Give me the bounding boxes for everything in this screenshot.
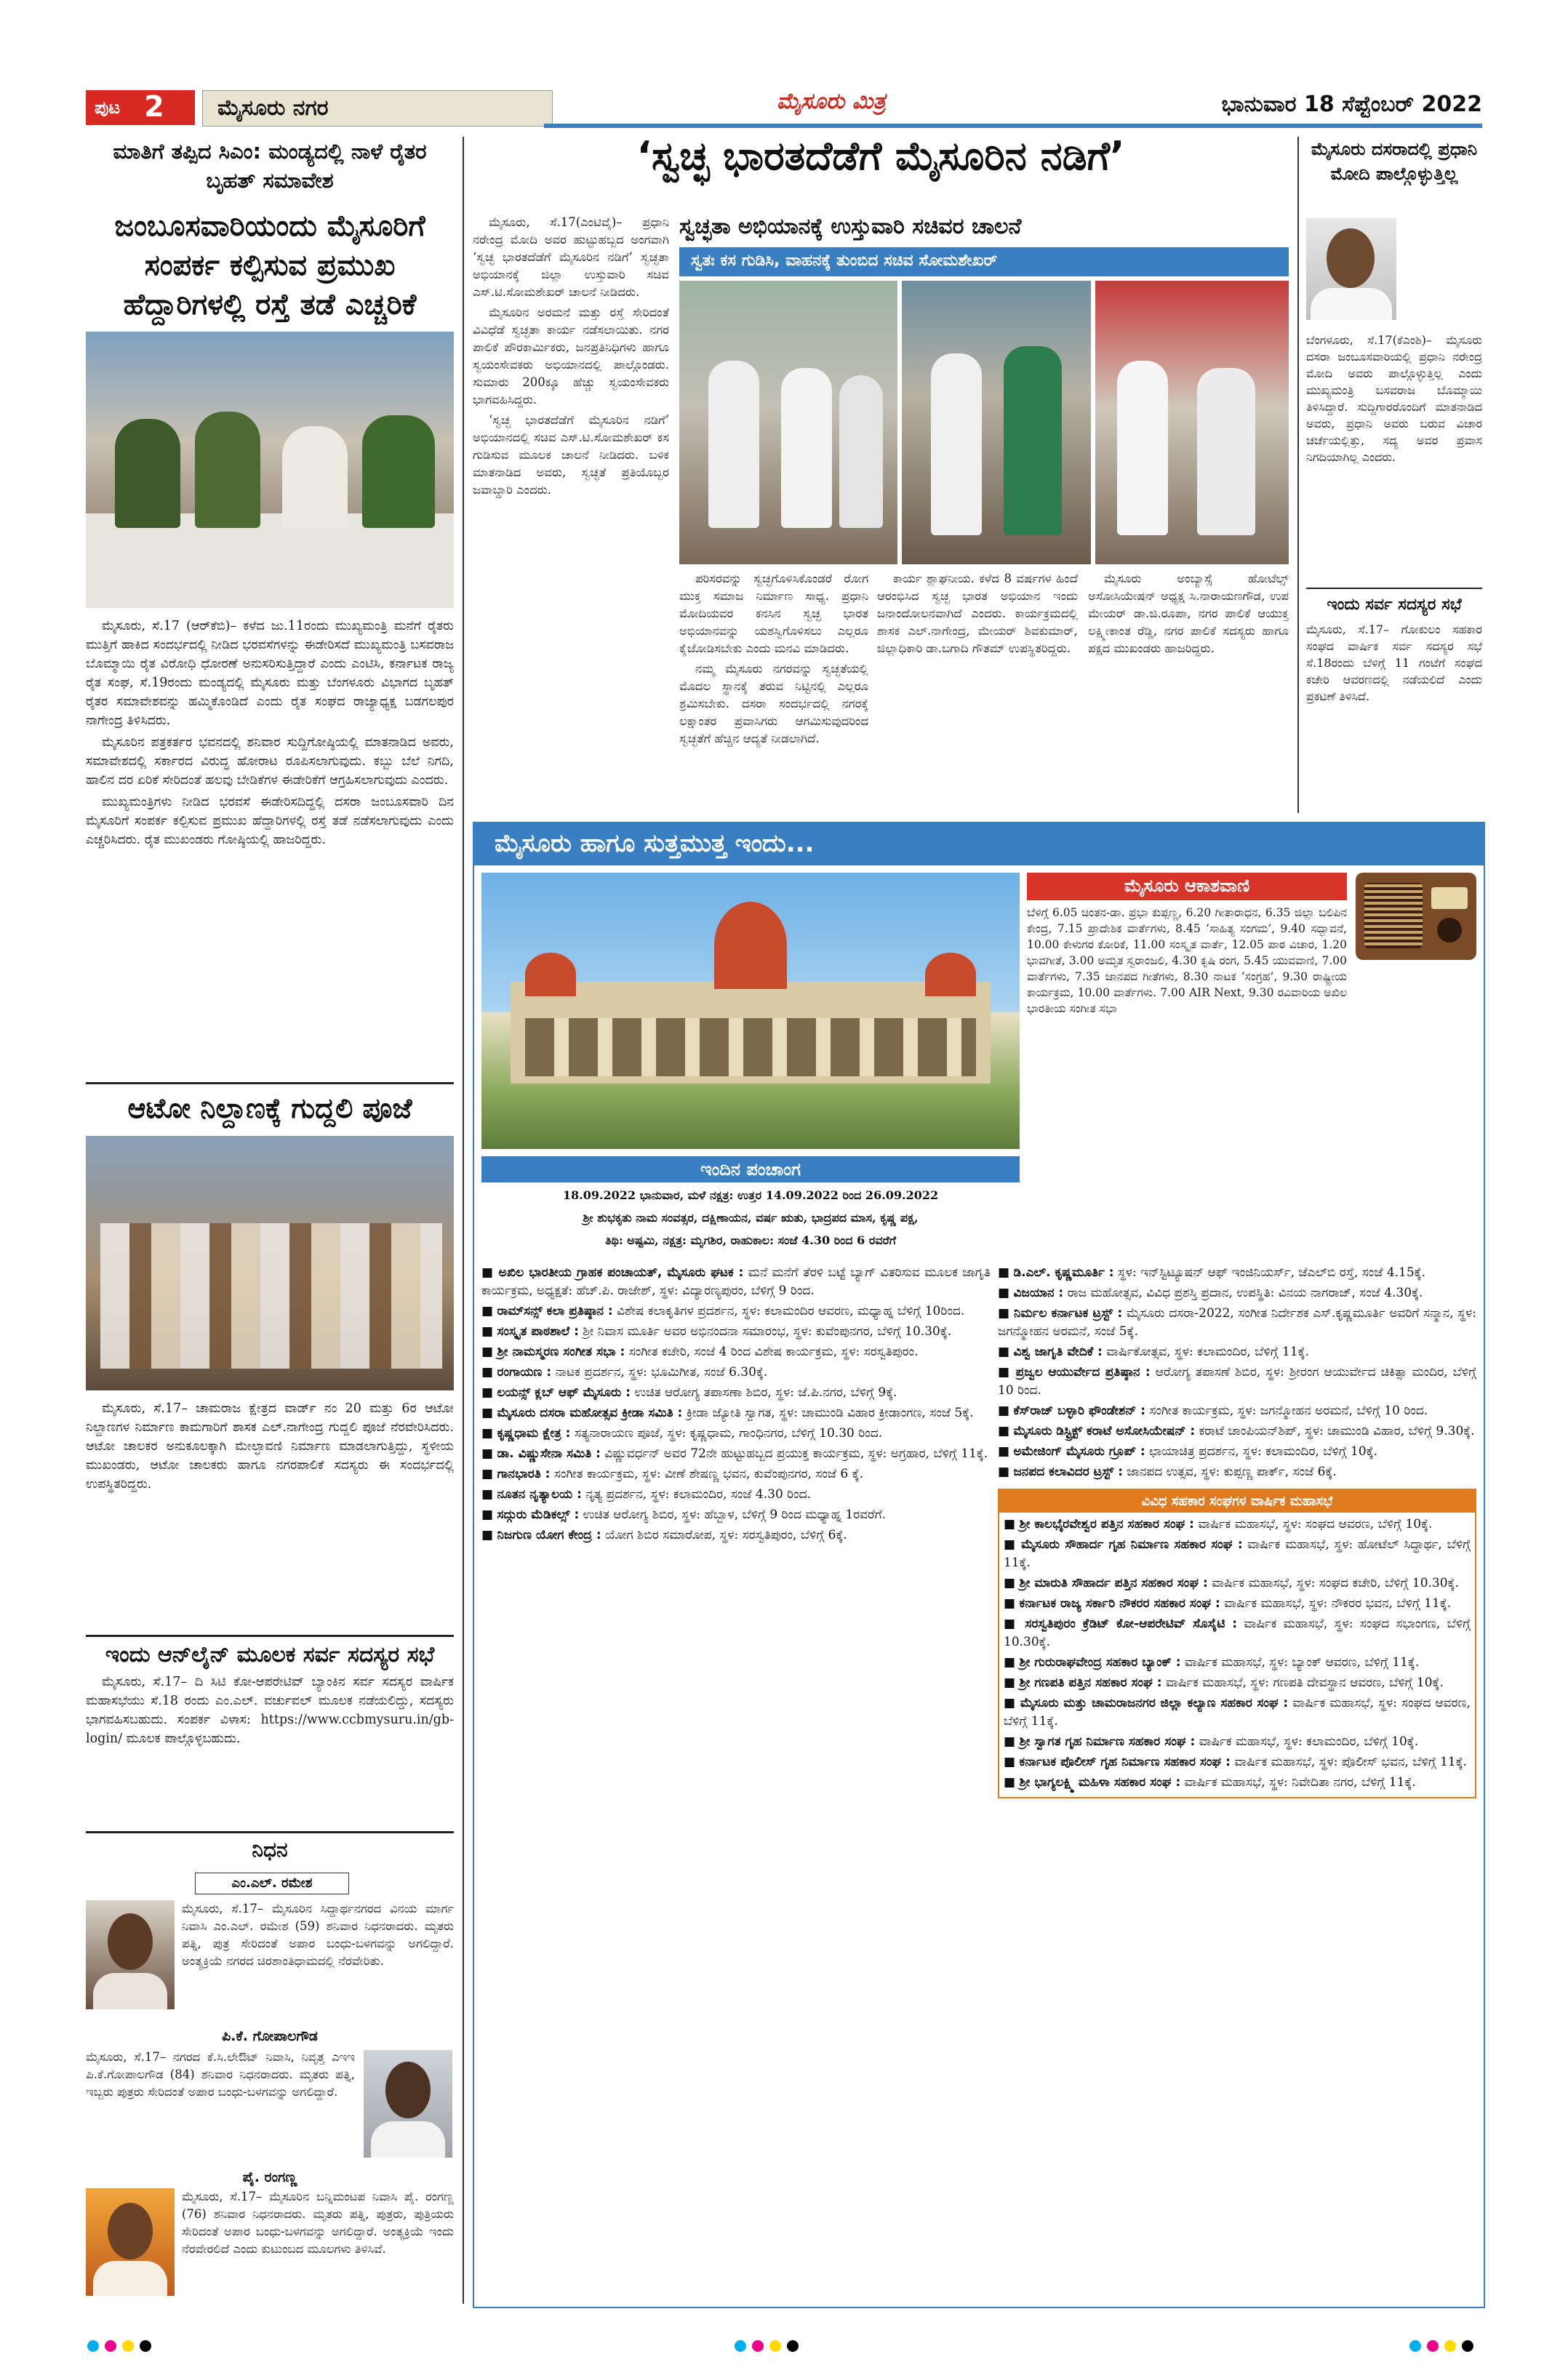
event-detail: ವಾರ್ಷಿಕ ಮಹಾಸಭೆ, ಸ್ಥಳ: ನಿವೇದಿತಾ ನಗರ, ಬೆಳಿಗ್ಗೆ 11ಕ್ಕೆ.: [1184, 1775, 1416, 1790]
event-item: ■ ಕರ್ನಾಟಕ ರಾಜ್ಯ ಸರ್ಕಾರಿ ನೌಕರರ ಸಹಕಾರ ಸಂಘ : ವಾರ್ಷಿಕ ಮಹಾಸಭೆ, ಸ್ಥಳ: ನೌಕರರ ಭವನ, ಬೆಳಿಗ್ಗೆ 11ಕ್ಕೆ.: [1004, 1596, 1452, 1611]
event-title: ನಿರ್ಮಲ ಕರ್ನಾಟಕ ಟ್ರಸ್ಟ್ :: [1014, 1306, 1123, 1321]
online-body: [86, 1673, 454, 1751]
auto-headline: ಆಟೋ ನಿಲ್ದಾಣಕ್ಕೆ ಗುದ್ದಲಿ ಪೂಜೆ: [127, 1092, 412, 1124]
photo-person: [115, 419, 180, 528]
event-item: ■ ಗಾನಭಾರತಿ : ಸಂಗೀತ ಕಾರ್ಯಕ್ರಮ, ಸ್ಥಳ: ವೀಣೆ ಶೇಷಣ್ಣ ಭವನ, ಕುವೆಂಪುನಗರ, ಸಂಜೆ 6 ಕ್ಕೆ.: [481, 1467, 863, 1481]
event-item: ■ ಕೃಷ್ಣಧಾಮ ಕ್ಷೇತ್ರ : ಸತ್ಯನಾರಾಯಣ ಪೂಜೆ, ಸ್ಥಳ: ಕೃಷ್ಣಧಾಮ, ಗಾಂಧಿನಗರ, ಬೆಳಿಗ್ಗೆ 10.30 ರಿಂದ.: [481, 1426, 883, 1441]
face-shape: [385, 2062, 431, 2118]
radio-title: ಮೈಸೂರು ಆಕಾಶವಾಣಿ: [1124, 876, 1250, 896]
event-detail: ವಿಶೇಷ ಕಲಾಕೃತಿಗಳ ಪ್ರದರ್ಶನ, ಸ್ಥಳ: ಕಲಾಮಂದಿರ ಆವರಣ, ಮಧ್ಯಾಹ್ನ ಬೆಳಿಗ್ಗೆ 10ರಿಂದ.: [617, 1304, 965, 1318]
jamboo-para-2: ಮೈಸೂರಿನ ಪತ್ರಕರ್ತರ ಭವನದಲ್ಲಿ ಶನಿವಾರ ಸುದ್ದಿಗೋಷ್ಠಿಯಲ್ಲಿ ಮಾತನಾಡಿದ ಅವರು, ಸಮಾವೇಶದಲ್ಲಿ ಸರ್ಕಾರದ ವಿರುದ್ಧ ಹೋರಾಟ ರೂಪಿಸಲಾಗುವುದು. ಕಬ್ಬು ಬೆಲೆ ನಿಗದಿ, ಹಾಲಿನ ದರ ಏರಿಕೆ ಸೇರಿದಂತೆ ಹಲವು ಬೇಡಿಕೆಗಳ ಈಡೇರಿಕೆಗೆ ಆಗ್ರಹಿಸಲಾಗುವುದು ಎಂದರು.: [86, 735, 454, 788]
agm-title: ವಿವಿಧ ಸಹಕಾರ ಸಂಘಗಳ ವಾರ್ಷಿಕ ಮಹಾಸಭೆ: [999, 1490, 1475, 1513]
page-number: 2: [144, 90, 164, 124]
event-detail: ಸತ್ಯನಾರಾಯಣ ಪೂಜೆ, ಸ್ಥಳ: ಕೃಷ್ಣಧಾಮ, ಗಾಂಧಿನಗರ, ಬೆಳಿಗ್ಗೆ 10.30 ರಿಂದ.: [574, 1426, 883, 1441]
photo-figure: [1117, 361, 1168, 535]
radio-speaker: [1364, 883, 1423, 948]
event-title: ಸರಸ್ವತಿಪುರಂ ಕ್ರೆಡಿಟ್ ಕೋ-ಆಪರೇಟಿವ್ ಸೊಸೈಟಿ :: [1025, 1617, 1238, 1631]
event-item: ■ ಮೈಸೂರು ಸೌಹಾರ್ದ ಗೃಹ ನಿರ್ಮಾಣ ಸಹಕಾರ ಸಂಘ : ವಾರ್ಷಿಕ ಮಹಾಸಭೆ, ಸ್ಥಳ: ಹೋಟೆಲ್ ಸಿದ್ಧಾರ್ಥ, ಬೆಳಿಗ್ಗೆ 11ಕ್ಕೆ.: [1004, 1537, 1471, 1570]
cm-photo: [1306, 218, 1396, 320]
swachh-col3-para-1: ಕಾರ್ಯ ಶ್ಲಾಘನೀಯ. ಕಳೆದ 8 ವರ್ಷಗಳ ಹಿಂದೆ ಆರಂಭಿಸಿದ ಸ್ವಚ್ಛ ಭಾರತ ಅಭಿಯಾನ ಇಂದು ಜನಾಂದೋಲನವಾಗಿದೆ ಎಂದರು. ಕಾರ್ಯಕ್ರಮದಲ್ಲಿ ಶಾಸಕ ಎಲ್.ನಾಗೇಂದ್ರ, ಮೇಯರ್ ಶಿವಕುಮಾರ್, ಜಿಲ್ಲಾಧಿಕಾರಿ ಡಾ.ಬಗಾದಿ ಗೌತಮ್ ಉಪಸ್ಥಿತರಿದ್ದರು.: [877, 572, 1078, 655]
event-title: ಶ್ರೀ ಭಾಗ್ಯಲಕ್ಷ್ಮಿ ಮಹಿಳಾ ಸಹಕಾರ ಸಂಘ :: [1019, 1775, 1181, 1790]
photo-figure: [931, 353, 982, 535]
jamboo-para-1: ಮೈಸೂರು, ಸೆ.17 (ಆರ್‌ಕೆಬಿ)– ಕಳೆದ ಜು.11ರಂದು ಮುಖ್ಯಮಂತ್ರಿ ಮನೆಗೆ ರೈತರು ಮುತ್ತಿಗೆ ಹಾಕಿದ ಸಂದರ್ಭದಲ್ಲಿ ನೀಡಿದ ಭರವಸೆಗಳನ್ನು ಈಡೇರಿಸದೆ ಮುಖ್ಯಮಂತ್ರಿ ಬಸವರಾಜ ಬೊಮ್ಮಾಯಿ ರೈತ ವಿರೋಧಿ ಧೋರಣೆ ಅನುಸರಿಸುತ್ತಿದ್ದಾರೆ ಎಂದು ಎಂಟಿಸಿ, ಕರ್ನಾಟಕ ರಾಜ್ಯ ರೈತ ಸಂಘ, ಸೆ.19ರಂದು ಮಂಡ್ಯದಲ್ಲಿ ಮೈಸೂರು ಮತ್ತು ಬೆಂಗಳೂರು ವಿಭಾಗದ ಬೃಹತ್ ರೈತರ ಸಮಾವೇಶವನ್ನು ಹಮ್ಮಿಕೊಂಡಿದೆ ಎಂದು ರೈತ ಸಂಘದ ರಾಜ್ಯಾಧ್ಯಕ್ಷ ಬಡಗಲಪುರ ನಾಗೇಂದ್ರ ತಿಳಿಸಿದರು.: [86, 619, 454, 728]
right-column-divider: [1297, 137, 1299, 813]
event-title: ನೂತನ ನೃತ್ಯಾಲಯ :: [497, 1487, 582, 1502]
obit-photo-3: [86, 2188, 175, 2296]
events-b-list: [998, 1264, 1476, 1481]
event-item: ■ ನಿಜಗುಣ ಯೋಗ ಕೇಂದ್ರ : ಯೋಗ ಶಿಬಿರ ಸಮಾರೋಪ, ಸ್ಥಳ: ಸರಸ್ವತಿಪುರಂ, ಬೆಳಿಗ್ಗೆ 6ಕ್ಕೆ.: [481, 1528, 847, 1542]
cleanup-photo-3: [1095, 281, 1289, 564]
reg-dot-black: [1462, 2340, 1473, 2352]
obits-box: [86, 1831, 454, 2313]
obit-body-1: ಮೈಸೂರು, ಸೆ.17– ಮೈಸೂರಿನ ಸಿದ್ದಾರ್ಥನಗರದ ವಿನಯ ಮಾರ್ಗ ನಿವಾಸಿ ಎಂ.ಎಲ್. ರಮೇಶ (59) ಶನಿವಾರ ನಿಧನರಾದರು. ಮೃತರು ಪತ್ನಿ, ಪುತ್ರ ಸೇರಿದಂತೆ ಅಪಾರ ಬಂಧು-ಬಳಗವನ್ನು ಅಗಲಿದ್ದಾರೆ. ಅಂತ್ಯಕ್ರಿಯೆ ನಗರದ ಚಿರಶಾಂತಿಧಾಮದಲ್ಲಿ ನೆರವೇರಿತು.: [182, 1902, 454, 1968]
event-detail: ವಾರ್ಷಿಕ ಮಹಾಸಭೆ, ಸ್ಥಳ: ಗಣಪತಿ ದೇವಸ್ಥಾನ ಆವರಣ, ಬೆಳಿಗ್ಗೆ 10ಕ್ಕೆ.: [1165, 1676, 1444, 1690]
date-line: ಭಾನುವಾರ 18 ಸೆಪ್ಟೆಂಬರ್ 2022: [1221, 92, 1482, 117]
photo-person: [282, 426, 348, 528]
event-title: ಕೆಸ್‌ರಾಜ್ ಬಳ್ಳಾರಿ ಫೌಂಡೇಶನ್ :: [1013, 1404, 1146, 1418]
event-detail: ಸಂಗೀತ ಕಚೇರಿ, ಸಂಜೆ 4 ರಿಂದ ವಿಶೇಷ ಕಾರ್ಯಕ್ರಮ, ಸ್ಥಳ: ಸರಸ್ವತಿಪುರಂ.: [628, 1345, 919, 1359]
photo-figure: [708, 361, 759, 528]
obits-title: ನಿಧನ: [252, 1838, 288, 1862]
event-detail: ಯೋಗ ಶಿಬಿರ ಸಮಾರೋಪ, ಸ್ಥಳ: ಸರಸ್ವತಿಪುರಂ, ಬೆಳಿಗ್ಗೆ 6ಕ್ಕೆ.: [605, 1528, 847, 1542]
masthead: [86, 87, 1482, 128]
jamboo-para-3: ಮುಖ್ಯಮಂತ್ರಿಗಳು ನೀಡಿದ ಭರವಸೆ ಈಡೇರಿಸದಿದ್ದಲ್ಲಿ ದಸರಾ ಜಂಬೂಸವಾರಿ ದಿನ ಮೈಸೂರಿಗೆ ಸಂಪರ್ಕ ಕಲ್ಪಿಸುವ ಪ್ರಮುಖ ಹೆದ್ದಾರಿಗಳಲ್ಲಿ ರಸ್ತೆ ತಡೆ ನಡೆಸಲಾಗುವುದು ಎಂದು ಎಚ್ಚರಿಸಿದರು. ರೈತ ಮುಖಂಡರು ಗೋಷ್ಠಿಯಲ್ಲಿ ಹಾಜರಿದ್ದರು.: [86, 795, 454, 847]
event-detail: ಮನೆ ಮನೆಗೆ ತೆರಳಿ ಬಟ್ಟೆ ಬ್ಯಾಗ್ ವಿತರಿಸುವ ಮೂಲಕ ಜಾಗೃತಿ ಕಾರ್ಯಕ್ರಮ, ಅಧ್ಯಕ್ಷತೆ: ಹೆಚ್.ಪಿ. ರಾಜೇಶ್, ಸ್ಥಳ: ವಿದ್ಯಾರಣ್ಯಪುರಂ, ಬೆಳಿಗ್ಗೆ 9 ರಿಂದ.: [481, 1265, 991, 1298]
reg-dot-magenta: [105, 2340, 116, 2352]
event-item: ■ ನೂತನ ನೃತ್ಯಾಲಯ : ನೃತ್ಯ ಪ್ರದರ್ಶನ, ಸ್ಥಳ: ಕಲಾಮಂದಿರ, ಸಂಜೆ 4.30 ರಿಂದ.: [481, 1487, 812, 1502]
swachh-col-3: [877, 570, 1078, 660]
event-title: ಮೈಸೂರು ಸೌಹಾರ್ದ ಗೃಹ ನಿರ್ಮಾಣ ಸಹಕಾರ ಸಂಘ :: [1021, 1537, 1243, 1552]
swachh-caption-bar: [679, 247, 1289, 276]
event-item: ■ ಜನಪದ ಕಲಾವಿದರ ಟ್ರಸ್ಟ್ : ಜಾನಪದ ಉತ್ಸವ, ಸ್ಥಳ: ಕುಪ್ಪಣ್ಣ ಪಾರ್ಕ್, ಸಂಜೆ 6ಕ್ಕೆ.: [998, 1465, 1337, 1479]
event-item: ■ ಶ್ರೀ ಸ್ವಾಗತ ಗೃಹ ನಿರ್ಮಾಣ ಸಹಕಾರ ಸಂಘ : ವಾರ್ಷಿಕ ಮಹಾಸಭೆ, ಸ್ಥಳ: ಕಲಾಮಂದಿರ, ಬೆಳಿಗ್ಗೆ 10ಕ್ಕೆ.: [1004, 1734, 1419, 1749]
event-title: ಜನಪದ ಕಲಾವಿದರ ಟ್ರಸ್ಟ್ :: [1013, 1465, 1123, 1479]
panchanga-line-1: 18.09.2022 ಭಾನುವಾರ, ಮಳೆ ನಕ್ಷತ್ರ: ಉತ್ತರ 14.09.2022 ರಿಂದ 26.09.2022: [562, 1188, 939, 1202]
reg-dot-black: [140, 2340, 151, 2352]
event-detail: ವಾರ್ಷಿಕ ಮಹಾಸಭೆ, ಸ್ಥಳ: ಸಂಘದ ಆವರಣ, ಬೆಳಿಗ್ಗೆ 10ಕ್ಕೆ.: [1198, 1517, 1433, 1532]
swachh-story: [473, 131, 1289, 814]
paper-name: ಮೈಸೂರು ಮಿತ್ರ: [777, 89, 886, 114]
event-title: ರಂಗಾಯಣ :: [497, 1365, 552, 1380]
panchanga-line-3: ತಿಥಿ: ಅಷ್ಟಮಿ, ನಕ್ಷತ್ರ: ಮೃಗಶಿರ, ರಾಹುಕಾಲ: ಸಂಜೆ 4.30 ರಿಂದ 6 ರವರೆಗೆ: [605, 1233, 896, 1247]
jamboo-body: [86, 617, 454, 852]
modi-rule: [1306, 588, 1482, 589]
event-item: ■ ಮೈಸೂರು ದಸರಾ ಮಹೋತ್ಸವ ಕ್ರೀಡಾ ಸಮಿತಿ : ಕ್ರೀಡಾ ಜ್ಯೋತಿ ಸ್ವಾಗತ, ಸ್ಥಳ: ಚಾಮುಂಡಿ ವಿಹಾರ ಕ್ರೀಡಾಂಗಣ, ಸಂಜೆ 5ಕ್ಕೆ.: [481, 1406, 974, 1420]
event-title: ಶ್ರೀ ಗಣಪತಿ ಪತ್ತಿನ ಸಹಕಾರ ಸಂಘ :: [1019, 1676, 1162, 1690]
reg-dot-magenta: [1427, 2340, 1439, 2352]
event-detail: ನೃತ್ಯ ಪ್ರದರ್ಶನ, ಸ್ಥಳ: ಕಲಾಮಂದಿರ, ಸಂಜೆ 4.30 ರಿಂದ.: [585, 1487, 812, 1502]
swachh-col1-para-2: ಮೈಸೂರಿನ ಅರಮನೆ ಮತ್ತು ರಸ್ತೆ ಸೇರಿದಂತೆ ವಿವಿಧೆಡೆ ಸ್ವಚ್ಛತಾ ಕಾರ್ಯ ನಡೆಸಲಾಯಿತು. ನಗರ ಪಾಲಿಕೆ ಪೌರಕಾರ್ಮಿಕರು, ಜನಪ್ರತಿನಿಧಿಗಳು ಹಾಗೂ ಸ್ವಯಂಸೇವಕರು ಅಭಿಯಾನದಲ್ಲಿ ಪಾಲ್ಗೊಂಡರು. ಸುಮಾರು 200ಕ್ಕೂ ಹೆಚ್ಚು ಸ್ವಯಂಸೇವಕರು ಭಾಗವಹಿಸಿದ್ದರು.: [473, 305, 669, 407]
event-item: ■ ಕೆಸ್‌ರಾಜ್ ಬಳ್ಳಾರಿ ಫೌಂಡೇಶನ್ : ಸಂಗೀತ ಕಾರ್ಯಕ್ರಮ, ಸ್ಥಳ: ಜಗನ್ಮೋಹನ ಅರಮನೆ, ಬೆಳಿಗ್ಗೆ 10 ರಿಂದ.: [998, 1404, 1428, 1418]
masthead-rule: [544, 124, 1482, 128]
event-detail: ಸ್ಥಳ: ಇನ್‌ಸ್ಟಿಟ್ಯೂಷನ್ ಆಫ್ ಇಂಜಿನಿಯರ್ಸ್, ಜೆಎಲ್‌ಬಿ ರಸ್ತೆ, ಸಂಜೆ 4.15ಕ್ಕೆ.: [1118, 1265, 1426, 1280]
online-para: ಮೈಸೂರು, ಸೆ.17– ದಿ ಸಿಟಿ ಕೋ-ಆಪರೇಟಿವ್ ಬ್ಯಾಂಕಿನ ಸರ್ವ ಸದಸ್ಯರ ವಾರ್ಷಿಕ ಮಹಾಸಭೆಯು ಸೆ.18 ರಂದು ಎಂ.ಎಲ್. ವರ್ಚುವಲ್ ಮೂಲಕ ನಡೆಯಲಿದ್ದು, ಸದಸ್ಯರು ಭಾಗವಹಿಸಬಹುದು. ಸಂಪರ್ಕ ವಿಳಾಸ: https://www.ccbmysuru.in/gb-login/ ಮೂಲಕ ಪಾಲ್ಗೊಳ್ಳಬಹುದು.: [86, 1675, 454, 1746]
event-detail: ವಾರ್ಷಿಕ ಮಹಾಸಭೆ, ಸ್ಥಳ: ಹೋಟೆಲ್ ಸಿದ್ಧಾರ್ಥ, ಬೆಳಿಗ್ಗೆ 11ಕ್ಕೆ.: [1004, 1537, 1471, 1570]
modi-body: ಬೆಂಗಳೂರು, ಸೆ.17(ಕೆಎಂಶಿ)– ಮೈಸೂರು ದಸರಾ ಜಂಬೂಸವಾರಿಯಲ್ಲಿ ಪ್ರಧಾನಿ ನರೇಂದ್ರ ಮೋದಿ ಅವರು ಪಾಲ್ಗೊಳ್ಳುತ್ತಿಲ್ಲ ಎಂದು ಮುಖ್ಯಮಂತ್ರಿ ಬಸವರಾಜ ಬೊಮ್ಮಾಯಿ ತಿಳಿಸಿದ್ದಾರೆ. ಸುದ್ದಿಗಾರರೊಂದಿಗೆ ಮಾತನಾಡಿದ ಅವರು, ಪ್ರಧಾನಿ ಅವರು ಬರುವ ವಿಚಾರ ಚರ್ಚೆಯಲ್ಲಿತ್ತು, ಸದ್ಯ ಅವರ ಪ್ರವಾಸ ನಿಗದಿಯಾಗಿಲ್ಲ ಎಂದರು.: [1306, 333, 1482, 464]
event-detail: ಮೈಸೂರು ದಸರಾ-2022, ಸಂಗೀತ ನಿರ್ದೇಶಕ ಎಸ್.ಕೃಷ್ಣಮೂರ್ತಿ ಅವರಿಗೆ ಸನ್ಮಾನ, ಸ್ಥಳ: ಜಗನ್ಮೋಹನ ಅರಮನೆ, ಸಂಜೆ 5ಕ್ಕೆ.: [998, 1306, 1477, 1339]
event-detail: ಆರೋಗ್ಯ ತಪಾಸಣೆ ಶಿಬಿರ, ಸ್ಥಳ: ಶ್ರೀರಂಗ ಆಯುರ್ವೇದ ಚಿಕಿತ್ಸಾ ಮಂದಿರ, ಬೆಳಿಗ್ಗೆ 10 ರಿಂದ.: [998, 1365, 1477, 1398]
event-item: ■ ಲಯನ್ಸ್ ಕ್ಲಬ್ ಆಫ್ ಮೈಸೂರು : ಉಚಿತ ಆರೋಗ್ಯ ತಪಾಸಣಾ ಶಿಬಿರ, ಸ್ಥಳ: ಜೆ.ಪಿ.ನಗರ, ಬೆಳಿಗ್ಗೆ 9ಕ್ಕೆ.: [481, 1385, 897, 1400]
swachh-col-4: [1088, 570, 1289, 660]
obit-body-3: ಮೈಸೂರು, ಸೆ.17– ಮೈಸೂರಿನ ಬನ್ನಿಮಂಟಪ ನಿವಾಸಿ ಪೈ. ರಂಗಣ್ಣ (76) ಶನಿವಾರ ನಿಧನರಾದರು. ಮೃತರು ಪತ್ನಿ, ಪುತ್ರರು, ಪುತ್ರಿಯರು ಸೇರಿದಂತೆ ಅಪಾರ ಬಂಧು-ಬಳಗವನ್ನು ಅಗಲಿದ್ದಾರೆ. ಅಂತ್ಯಕ್ರಿಯೆ ಇಂದು ನೆರವೇರಲಿದೆ ಎಂದು ಕುಟುಂಬದ ಮೂಲಗಳು ತಿಳಿಸಿವೆ.: [182, 2190, 454, 2256]
event-item: ■ ಡಾ. ವಿಷ್ಣುಸೇನಾ ಸಮಿತಿ : ವಿಷ್ಣುವರ್ಧನ್ ಅವರ 72ನೇ ಹುಟ್ಟುಹಬ್ಬದ ಪ್ರಯುಕ್ತ ಕಾರ್ಯಕ್ರಮ, ಸ್ಥಳ: ಅಗ್ರಹಾರ, ಬೆಳಿಗ್ಗೆ 11ಕ್ಕೆ.: [481, 1446, 988, 1461]
events-col-a: [481, 1264, 991, 1547]
section-label: ಮೈಸೂರು ನಗರ: [202, 90, 553, 127]
event-item: ■ ಶ್ರೀ ಭಾಗ್ಯಲಕ್ಷ್ಮಿ ಮಹಿಳಾ ಸಹಕಾರ ಸಂಘ : ವಾರ್ಷಿಕ ಮಹಾಸಭೆ, ಸ್ಥಳ: ನಿವೇದಿತಾ ನಗರ, ಬೆಳಿಗ್ಗೆ 11ಕ್ಕೆ.: [1004, 1775, 1416, 1790]
auto-pooja-photo: [86, 1136, 454, 1390]
events-a-list: [481, 1264, 991, 1545]
swachh-col1-para-3: ‘ಸ್ವಚ್ಛ ಭಾರತದೆಡೆಗೆ ಮೈಸೂರಿನ ನಡಿಗೆ’ ಅಭಿಯಾನದಲ್ಲಿ ಸಚಿವ ಎಸ್.ಟಿ.ಸೋಮಶೇಖರ್ ಕಸ ಗುಡಿಸುವ ಮೂಲಕ ಚಾಲನೆ ನೀಡಿದರು. ಬಳಿಕ ಮಾತನಾಡಿದ ಅವರು, ಸ್ವಚ್ಛತೆ ಪ್ರತಿಯೊಬ್ಬರ ಜವಾಬ್ದಾರಿ ಎಂದರು.: [473, 413, 669, 497]
event-title: ನಿಜಗುಣ ಯೋಗ ಕೇಂದ್ರ :: [497, 1528, 601, 1542]
event-detail: ವಾರ್ಷಿಕ ಮಹಾಸಭೆ, ಸ್ಥಳ: ಬ್ಯಾಂಕ್ ಆವರಣ, ಬೆಳಿಗ್ಗೆ 11ಕ್ಕೆ.: [1184, 1655, 1420, 1670]
swachh-caption: ಸ್ವತಃ ಕಸ ಗುಡಿಸಿ, ವಾಹನಕ್ಕೆ ತುಂಬಿದ ಸಚಿವ ಸೋಮಶೇಖರ್: [691, 252, 998, 270]
today-section: [473, 822, 1485, 2308]
online-headline: ಇಂದು ಆನ್‌ಲೈನ್ ಮೂಲಕ ಸರ್ವ ಸದಸ್ಯರ ಸಭೆ: [105, 1642, 435, 1668]
event-title: ಲಯನ್ಸ್ ಕ್ಲಬ್ ಆಫ್ ಮೈಸೂರು :: [497, 1385, 631, 1400]
panchanga-bar: [481, 1156, 1020, 1182]
radio-knob: [1437, 918, 1462, 942]
event-detail: ಉಚಿತ ಆರೋಗ್ಯ ತಪಾಸಣಾ ಶಿಬಿರ, ಸ್ಥಳ: ಜೆ.ಪಿ.ನಗರ, ಬೆಳಿಗ್ಗೆ 9ಕ್ಕೆ.: [634, 1385, 897, 1400]
event-item: ■ ಕರ್ನಾಟಕ ಪೊಲೀಸ್ ಗೃಹ ನಿರ್ಮಾಣ ಸಹಕಾರ ಸಂಘ : ವಾರ್ಷಿಕ ಮಹಾಸಭೆ, ಸ್ಥಳ: ಪೊಲೀಸ್ ಭವನ, ಬೆಳಿಗ್ಗೆ 11ಕ್ಕೆ.: [1004, 1755, 1468, 1769]
event-title: ಶ್ರೀ ಮಾರುತಿ ಸೌಹಾರ್ದ ಪತ್ತಿನ ಸಹಕಾರ ಸಂಘ :: [1019, 1576, 1208, 1590]
reg-dot-magenta: [752, 2340, 764, 2352]
event-title: ಶ್ರೀ ಕಾಲಭೈರವೇಶ್ವರ ಪತ್ತಿನ ಸಹಕಾರ ಸಂಘ :: [1019, 1517, 1194, 1532]
swachh-subhead: ಸ್ವಚ್ಛತಾ ಅಭಿಯಾನಕ್ಕೆ ಉಸ್ತುವಾರಿ ಸಚಿವರ ಚಾಲನೆ: [679, 214, 1022, 239]
shirt-shape: [1311, 288, 1392, 320]
event-title: ಶ್ರೀ ಸ್ವಾಗತ ಗೃಹ ನಿರ್ಮಾಣ ಸಹಕಾರ ಸಂಘ :: [1019, 1734, 1196, 1749]
photo-crowd: [100, 1223, 442, 1369]
event-item: ■ ಅಮೇಜಿಂಗ್ ಮೈಸೂರು ಗ್ರೂಪ್ : ಛಾಯಾಚಿತ್ರ ಪ್ರದರ್ಶನ, ಸ್ಥಳ: ಕಲಾಮಂದಿರ, ಬೆಳಿಗ್ಗೆ 10ಕ್ಕೆ.: [998, 1444, 1378, 1459]
event-detail: ಕರಾಟೆ ಚಾಂಪಿಯನ್‌ಶಿಪ್, ಸ್ಥಳ: ಚಾಮುಂಡಿ ವಿಹಾರ, ಬೆಳಿಗ್ಗೆ 9.30ಕ್ಕೆ.: [1199, 1424, 1475, 1438]
reg-dot-yellow: [769, 2340, 781, 2352]
swachh-col1-para-1: ಮೈಸೂರು, ಸೆ.17(ಎಂಟಿವೈ)– ಪ್ರಧಾನಿ ನರೇಂದ್ರ ಮೋದಿ ಅವರ ಹುಟ್ಟುಹಬ್ಬದ ಅಂಗವಾಗಿ ‘ಸ್ವಚ್ಛ ಭಾರತದೆಡೆಗೆ ಮೈಸೂರಿನ ನಡಿಗೆ’ ಸ್ವಚ್ಛತಾ ಅಭಿಯಾನಕ್ಕೆ ಜಿಲ್ಲಾ ಉಸ್ತುವಾರಿ ಸಚಿವ ಎಸ್.ಟಿ.ಸೋಮಶೇಖರ್ ಚಾಲನೆ ನೀಡಿದರು.: [473, 215, 669, 299]
radio-title-bar: [1027, 873, 1347, 900]
shirt-shape: [93, 1973, 167, 2009]
event-title: ಅಮೇಜಿಂಗ್ ಮೈಸೂರು ಗ್ರೂಪ್ :: [1013, 1444, 1145, 1459]
event-title: ಪ್ರಜ್ವಲ ಆಯುರ್ವೇದ ಪ್ರತಿಷ್ಠಾನ :: [1015, 1365, 1151, 1380]
event-detail: ಕ್ರೀಡಾ ಜ್ಯೋತಿ ಸ್ವಾಗತ, ಸ್ಥಳ: ಚಾಮುಂಡಿ ವಿಹಾರ ಕ್ರೀಡಾಂಗಣ, ಸಂಜೆ 5ಕ್ಕೆ.: [686, 1406, 974, 1420]
event-item: ■ ಅಖಿಲ ಭಾರತೀಯ ಗ್ರಾಹಕ ಪಂಚಾಯತ್, ಮೈಸೂರು ಘಟಕ : ಮನೆ ಮನೆಗೆ ತೆರಳಿ ಬಟ್ಟೆ ಬ್ಯಾಗ್ ವಿತರಿಸುವ ಮೂಲಕ ಜಾಗೃತಿ ಕಾರ್ಯಕ್ರಮ, ಅಧ್ಯಕ್ಷತೆ: ಹೆಚ್.ಪಿ. ರಾಜೇಶ್, ಸ್ಥಳ: ವಿದ್ಯಾರಣ್ಯಪುರಂ, ಬೆಳಿಗ್ಗೆ 9 ರಿಂದ.: [481, 1265, 991, 1298]
face-shape: [108, 2203, 153, 2259]
shirt-shape: [371, 2121, 445, 2158]
event-item: ■ ಮೈಸೂರು ಮತ್ತು ಚಾಮರಾಜನಗರ ಜಿಲ್ಲಾ ಕಲ್ಯಾಣ ಸಹಕಾರ ಸಂಘ : ವಾರ್ಷಿಕ ಮಹಾಸಭೆ, ಸ್ಥಳ: ಸಂಘದ ಆವರಣ, ಬೆಳಿಗ್ಗೆ 11ಕ್ಕೆ.: [1004, 1696, 1471, 1729]
event-title: ಮೈಸೂರು ಡಿಸ್ಟ್ರಿಕ್ಟ್ ಕರಾಟೆ ಅಸೋಸಿಯೇಷನ್ :: [1013, 1424, 1196, 1438]
agm-headline: ಇಂದು ಸರ್ವ ಸದಸ್ಯರ ಸಭೆ: [1327, 596, 1462, 614]
obit-photo-2: [364, 2050, 452, 2158]
panchanga-box: [481, 1184, 1020, 1255]
photo-person: [362, 415, 435, 528]
event-item: ■ ಶ್ರೀ ನಾಮಸ್ಮರಣ ಸಂಗೀತ ಸಭಾ : ಸಂಗೀತ ಕಚೇರಿ, ಸಂಜೆ 4 ರಿಂದ ವಿಶೇಷ ಕಾರ್ಯಕ್ರಮ, ಸ್ಥಳ: ಸರಸ್ವತಿಪುರಂ.: [481, 1345, 919, 1359]
radio-box: [1027, 873, 1476, 1251]
reg-dot-cyan: [87, 2340, 99, 2352]
obit-photo-1: [86, 1900, 175, 2009]
event-title: ವಿಜಯಾನ :: [1013, 1286, 1064, 1300]
photo-figure: [839, 375, 883, 528]
photo-figure: [1197, 368, 1255, 535]
reg-dot-cyan: [1409, 2340, 1421, 2352]
swachh-col2-para-2: ನಮ್ಮ ಮೈಸೂರು ನಗರವನ್ನು ಸ್ವಚ್ಛತೆಯಲ್ಲಿ ಮೊದಲ ಸ್ಥಾನಕ್ಕೆ ತರುವ ನಿಟ್ಟಿನಲ್ಲಿ ಎಲ್ಲರೂ ಶ್ರಮಿಸಬೇಕು. ದಸರಾ ಸಂದರ್ಭದಲ್ಲಿ ನಗರಕ್ಕೆ ಲಕ್ಷಾಂತರ ಪ್ರವಾಸಿಗರು ಆಗಮಿಸುವುದರಿಂದ ಸ್ವಚ್ಛತೆಗೆ ಹೆಚ್ಚಿನ ಆದ್ಯತೆ ನೀಡಲಾಗಿದೆ.: [679, 662, 868, 745]
cleanup-photo-1: [679, 281, 897, 564]
face-shape: [1327, 228, 1375, 288]
cleanup-photo-2: [902, 281, 1091, 564]
agm-list: [999, 1513, 1475, 1797]
event-detail: ಶ್ರೀ ನಿವಾಸ ಮೂರ್ತಿ ಅವರ ಅಭಿನಂದನಾ ಸಮಾರಂಭ, ಸ್ಥಳ: ಕುವೆಂಪುನಗರ, ಬೆಳಿಗ್ಗೆ 10.30ಕ್ಕೆ.: [583, 1324, 952, 1339]
obit-name-3: ಪೈ. ರಂಗಣ್ಣ: [242, 2169, 297, 2185]
event-item: ■ ಡಿ.ಎಲ್. ಕೃಷ್ಣಮೂರ್ತಿ : ಸ್ಥಳ: ಇನ್‌ಸ್ಟಿಟ್ಯೂಷನ್ ಆಫ್ ಇಂಜಿನಿಯರ್ಸ್, ಜೆಎಲ್‌ಬಿ ರಸ್ತೆ, ಸಂಜೆ 4.15ಕ್ಕೆ.: [998, 1265, 1426, 1280]
event-detail: ವಾರ್ಷಿಕ ಮಹಾಸಭೆ, ಸ್ಥಳ: ಸಂಘದ ಕಚೇರಿ, ಬೆಳಿಗ್ಗೆ 10.30ಕ್ಕೆ.: [1212, 1576, 1459, 1590]
event-title: ಮೈಸೂರು ಮತ್ತು ಚಾಮರಾಜನಗರ ಜಿಲ್ಲಾ ಕಲ್ಯಾಣ ಸಹಕಾರ ಸಂಘ :: [1020, 1696, 1289, 1710]
swachh-col2-para-1: ಪರಿಸರವನ್ನು ಸ್ವಚ್ಛಗೊಳಿಸಿಕೊಂಡರೆ ರೋಗ ಮುಕ್ತ ಸಮಾಜ ನಿರ್ಮಾಣ ಸಾಧ್ಯ. ಪ್ರಧಾನಿ ಮೋದಿಯವರ ಕನಸಿನ ಸ್ವಚ್ಛ ಭಾರತ ಅಭಿಯಾನವನ್ನು ಯಶಸ್ವಿಗೊಳಿಸಲು ಎಲ್ಲರೂ ಕೈಜೋಡಿಸಬೇಕು ಎಂದು ಮನವಿ ಮಾಡಿದರು.: [679, 572, 868, 655]
event-title: ಡಾ. ವಿಷ್ಣುಸೇನಾ ಸಮಿತಿ :: [497, 1446, 601, 1461]
reg-dot-yellow: [1444, 2340, 1456, 2352]
event-detail: ವಾರ್ಷಿಕೋತ್ಸವ, ಸ್ಥಳ: ಕಲಾಮಂದಿರ, ಬೆಳಿಗ್ಗೆ 11ಕ್ಕೆ.: [1106, 1345, 1310, 1359]
event-item: ■ ಶ್ರೀ ಗಣಪತಿ ಪತ್ತಿನ ಸಹಕಾರ ಸಂಘ : ವಾರ್ಷಿಕ ಮಹಾಸಭೆ, ಸ್ಥಳ: ಗಣಪತಿ ದೇವಸ್ಥಾನ ಆವರಣ, ಬೆಳಿಗ್ಗೆ 10ಕ್ಕೆ.: [1004, 1676, 1444, 1690]
page-label-box: [86, 90, 195, 125]
reg-dot-yellow: [122, 2340, 134, 2352]
event-detail: ವಾರ್ಷಿಕ ಮಹಾಸಭೆ, ಸ್ಥಳ: ಸಂಘದ ಆವರಣ, ಬೆಳಿಗ್ಗೆ 11ಕ್ಕೆ.: [1004, 1696, 1471, 1729]
panchanga-line-2: ಶ್ರೀ ಶುಭಕೃತು ನಾಮ ಸಂವತ್ಸರ, ದಕ್ಷಿಣಾಯನ, ವರ್ಷ ಋತು, ಭಾದ್ರಪದ ಮಾಸ, ಕೃಷ್ಣ ಪಕ್ಷ,: [583, 1211, 919, 1225]
event-title: ಗಾನಭಾರತಿ :: [497, 1467, 551, 1481]
event-item: ■ ಶ್ರೀ ಕಾಲಭೈರವೇಶ್ವರ ಪತ್ತಿನ ಸಹಕಾರ ಸಂಘ : ವಾರ್ಷಿಕ ಮಹಾಸಭೆ, ಸ್ಥಳ: ಸಂಘದ ಆವರಣ, ಬೆಳಿಗ್ಗೆ 10ಕ್ಕೆ.: [1004, 1517, 1433, 1532]
event-detail: ಛಾಯಾಚಿತ್ರ ಪ್ರದರ್ಶನ, ಸ್ಥಳ: ಕಲಾಮಂದಿರ, ಬೆಳಿಗ್ಗೆ 10ಕ್ಕೆ.: [1149, 1444, 1378, 1459]
event-title: ಸಂಸ್ಕೃತ ಪಾಠಶಾಲೆ :: [497, 1324, 579, 1339]
event-title: ಅಖಿಲ ಭಾರತೀಯ ಗ್ರಾಹಕ ಪಂಚಾಯತ್, ಮೈಸೂರು ಘಟಕ :: [498, 1265, 744, 1280]
palace-photo: [481, 873, 1020, 1149]
auto-body: [86, 1399, 454, 1497]
reg-dot-black: [787, 2340, 799, 2352]
modi-story: [1306, 137, 1482, 813]
event-item: ■ ವಿಜಯಾನ : ರಾಜ ಮಹೋತ್ಸವ, ವಿವಿಧ ಪ್ರಶಸ್ತಿ ಪ್ರದಾನ, ಉಪಸ್ಥಿತಿ: ವಿನಯ ನಾಗರಾಜ್, ಸಂಜೆ 4.30ಕ್ಕೆ.: [998, 1286, 1423, 1300]
palace-dome: [714, 902, 787, 989]
reg-dot-cyan: [735, 2340, 746, 2352]
left-column: [86, 137, 454, 2318]
headline-jamboo: ಜಂಬೂಸವಾರಿಯಂದು ಮೈಸೂರಿಗೆ ಸಂಪರ್ಕ ಕಲ್ಪಿಸುವ ಪ್ರಮುಖ ಹೆದ್ದಾರಿಗಳಲ್ಲಿ ರಸ್ತೆ ತಡೆ ಎಚ್ಚರಿಕೆ: [114, 209, 425, 321]
today-banner-text: ಮೈಸೂರು ಹಾಗೂ ಸುತ್ತಮುತ್ತ ಇಂದು...: [495, 829, 815, 858]
swachh-col4-para-1: ಮೈಸೂರು ಅಂಬ್ಯಾಸ್ಸೆ ಹೋಟೆಲ್ಸ್ ಅಸೋಸಿಯೇಷನ್ ಅಧ್ಯಕ್ಷ ಸಿ.ನಾರಾಯಣಗೌಡ, ಉಪ ಮೇಯರ್ ಡಾ.ಜಿ.ರೂಪಾ, ನಗರ ಪಾಲಿಕೆ ಆಯುಕ್ತ ಲಕ್ಷ್ಮೀಕಾಂತ ರೆಡ್ಡಿ, ನಗರ ಪಾಲಿಕೆ ಸದಸ್ಯರು ಹಾಗೂ ಪಕ್ಷದ ಮುಖಂಡರು ಹಾಜರಿದ್ದರು.: [1088, 572, 1289, 655]
event-detail: ವಾರ್ಷಿಕ ಮಹಾಸಭೆ, ಸ್ಥಳ: ನೌಕರರ ಭವನ, ಬೆಳಿಗ್ಗೆ 11ಕ್ಕೆ.: [1224, 1596, 1452, 1611]
event-item: ■ ಸರಸ್ವತಿಪುರಂ ಕ್ರೆಡಿಟ್ ಕೋ-ಆಪರೇಟಿವ್ ಸೊಸೈಟಿ : ವಾರ್ಷಿಕ ಮಹಾಸಭೆ, ಸ್ಥಳ: ಸಂಘದ ಸಭಾಂಗಣ, ಬೆಳಿಗ್ಗೆ 10.30ಕ್ಕೆ.: [1004, 1617, 1471, 1649]
swachh-col-2: [679, 570, 868, 750]
page-label: ಪುಟ: [95, 97, 121, 118]
swachh-headline: ‘ಸ್ವಚ್ಛ ಭಾರತದೆಡೆಗೆ ಮೈಸೂರಿನ ನಡಿಗೆ’: [636, 133, 1125, 179]
event-title: ಕರ್ನಾಟಕ ಪೊಲೀಸ್ ಗೃಹ ನಿರ್ಮಾಣ ಸಹಕಾರ ಸಂಘ :: [1019, 1755, 1231, 1769]
agm-body: ಮೈಸೂರು, ಸೆ.17– ಗೋಕುಲಂ ಸಹಕಾರ ಸಂಘದ ವಾರ್ಷಿಕ ಸರ್ವ ಸದಸ್ಯರ ಸಭೆ ಸೆ.18ರಂದು ಬೆಳಿಗ್ಗೆ 11 ಗಂಟೆಗೆ ಸಂಘದ ಕಚೇರಿ ಆವರಣದಲ್ಲಿ ನಡೆಯಲಿದೆ ಎಂದು ಪ್ರಕಟಣೆ ತಿಳಿಸಿದೆ.: [1306, 622, 1482, 703]
event-item: ■ ರಾಮ್‌ಸನ್ಸ್ ಕಲಾ ಪ್ರತಿಷ್ಠಾನ : ವಿಶೇಷ ಕಲಾಕೃತಿಗಳ ಪ್ರದರ್ಶನ, ಸ್ಥಳ: ಕಲಾಮಂದಿರ ಆವರಣ, ಮಧ್ಯಾಹ್ನ ಬೆಳಿಗ್ಗೆ 10ರಿಂದ.: [481, 1304, 965, 1318]
event-detail: ನಾಟಕ ಪ್ರದರ್ಶನ, ಸ್ಥಳ: ಭೂಮಿಗೀತ, ಸಂಜೆ 6.30ಕ್ಕೆ.: [555, 1365, 768, 1380]
event-detail: ವಾರ್ಷಿಕ ಮಹಾಸಭೆ, ಸ್ಥಳ: ಸಂಘದ ಸಭಾಂಗಣ, ಬೆಳಿಗ್ಗೆ 10.30ಕ್ಕೆ.: [1004, 1617, 1471, 1649]
event-title: ಡಿ.ಎಲ್. ಕೃಷ್ಣಮೂರ್ತಿ :: [1013, 1265, 1114, 1280]
farmers-press-photo: [86, 332, 454, 608]
event-detail: ರಾಜ ಮಹೋತ್ಸವ, ವಿವಿಧ ಪ್ರಶಸ್ತಿ ಪ್ರದಾನ, ಉಪಸ್ಥಿತಿ: ವಿನಯ ನಾಗರಾಜ್, ಸಂಜೆ 4.30ಕ್ಕೆ.: [1067, 1286, 1423, 1300]
panchanga-title: ಇಂದಿನ ಪಂಚಾಂಗ: [700, 1159, 801, 1180]
obit-name-box: ಎಂ.ಎಲ್. ರಮೇಶ: [195, 1873, 349, 1894]
palace-arches: [525, 1018, 976, 1076]
obit-name-2: ಪಿ.ಕೆ. ಗೋಪಾಲಗೌಡ: [222, 2028, 318, 2044]
online-rule: [86, 1635, 454, 1637]
radio-schedule: ಬೆಳಿಗ್ಗೆ 6.05 ಚಿಂತನ-ಡಾ. ಪ್ರಭಾ ಕುಪ್ಪಣ್ಣ, 6.20 ಗೀತಾರಾಧನ, 6.35 ಜಿಲ್ಲಾ ಬಲಿಪಿನ ಕೇಂದ್ರ, 7.15 ಪ್ರಾದೇಶಿಕ ವಾರ್ತೆಗಳು, 8.45 ‘ಸಾಹಿತ್ಯ ಸಂಗಮ’, 9.40 ಸದ್ಭಾವನೆ, 10.00 ಕೇಳುಗರ ಕೋರಿಕೆ, 11.00 ಸಂಸ್ಕೃತ ವಾರ್ತೆ, 12.05 ಪಾಠ ವಿಚಾರ, 1.20 ಭಾವಗೀತೆ, 3.00 ಅಮೃತ ಸ್ವರಾಂಜಲಿ, 4.30 ಕೃಷಿ ರಂಗ, 5.45 ಯುವವಾಣಿ, 7.00 ವಾರ್ತೆಗಳು, 7.35 ಜಾನಪದ ಗೀತೆಗಳು, 8.30 ನಾಟಕ ‘ಸಂಗ್ರಹ’, 9.30 ರಾಷ್ಟ್ರೀಯ ಕಾರ್ಯಕ್ರಮ, 10.00 ವಾರ್ತೆಗಳು. 7.00 AIR Next, 9.30 ರವಿವಾರಿಯ ಅಖಿಲ ಭಾರತೀಯ ಸಂಗೀತ ಸಭಾ: [1027, 906, 1347, 1015]
event-title: ಮೈಸೂರು ದಸರಾ ಮಹೋತ್ಸವ ಕ್ರೀಡಾ ಸಮಿತಿ :: [497, 1406, 683, 1420]
event-detail: ವಾರ್ಷಿಕ ಮಹಾಸಭೆ, ಸ್ಥಳ: ಪೊಲೀಸ್ ಭವನ, ಬೆಳಿಗ್ಗೆ 11ಕ್ಕೆ.: [1234, 1755, 1468, 1769]
photo-figure: [781, 368, 832, 528]
agm-box: [998, 1489, 1476, 1798]
modi-headline: ಮೈಸೂರು ದಸರಾದಲ್ಲಿ ಪ್ರಧಾನಿ ಮೋದಿ ಪಾಲ್ಗೊಳ್ಳುತ್ತಿಲ್ಲ: [1311, 139, 1478, 184]
palace-dome: [525, 953, 576, 996]
event-item: ■ ನಿರ್ಮಲ ಕರ್ನಾಟಕ ಟ್ರಸ್ಟ್ : ಮೈಸೂರು ದಸರಾ-2022, ಸಂಗೀತ ನಿರ್ದೇಶಕ ಎಸ್.ಕೃಷ್ಣಮೂರ್ತಿ ಅವರಿಗೆ ಸನ್ಮಾನ, ಸ್ಥಳ: ಜಗನ್ಮೋಹನ ಅರಮನೆ, ಸಂಜೆ 5ಕ್ಕೆ.: [998, 1306, 1477, 1339]
event-title: ಕೃಷ್ಣಧಾಮ ಕ್ಷೇತ್ರ :: [497, 1426, 571, 1441]
event-item: ■ ವಿಶ್ವ ಜಾಗೃತಿ ವೇದಿಕೆ : ವಾರ್ಷಿಕೋತ್ಸವ, ಸ್ಥಳ: ಕಲಾಮಂದಿರ, ಬೆಳಿಗ್ಗೆ 11ಕ್ಕೆ.: [998, 1345, 1310, 1359]
event-item: ■ ಸದ್ಗುರು ಮೆಡಿಕಲ್ಸ್ : ಉಚಿತ ಆರೋಗ್ಯ ಶಿಬಿರ, ಸ್ಥಳ: ಹೆಬ್ಬಾಳ, ಬೆಳಿಗ್ಗೆ 9 ರಿಂದ ಮಧ್ಯಾಹ್ನ 1ರವರೆಗೆ.: [481, 1508, 887, 1522]
auto-rule: [86, 1082, 454, 1084]
event-detail: ವಾರ್ಷಿಕ ಮಹಾಸಭೆ, ಸ್ಥಳ: ಕಲಾಮಂದಿರ, ಬೆಳಿಗ್ಗೆ 10ಕ್ಕೆ.: [1199, 1734, 1419, 1749]
column-divider: [463, 137, 464, 2304]
today-banner: [474, 823, 1484, 865]
event-item: ■ ಸಂಸ್ಕೃತ ಪಾಠಶಾಲೆ : ಶ್ರೀ ನಿವಾಸ ಮೂರ್ತಿ ಅವರ ಅಭಿನಂದನಾ ಸಮಾರಂಭ, ಸ್ಥಳ: ಕುವೆಂಪುನಗರ, ಬೆಳಿಗ್ಗೆ 10.30ಕ್ಕೆ.: [481, 1324, 952, 1339]
event-detail: ಸಂಗೀತ ಕಾರ್ಯಕ್ರಮ, ಸ್ಥಳ: ಜಗನ್ಮೋಹನ ಅರಮನೆ, ಬೆಳಿಗ್ಗೆ 10 ರಿಂದ.: [1149, 1404, 1428, 1418]
event-item: ■ ಮೈಸೂರು ಡಿಸ್ಟ್ರಿಕ್ಟ್ ಕರಾಟೆ ಅಸೋಸಿಯೇಷನ್ : ಕರಾಟೆ ಚಾಂಪಿಯನ್‌ಶಿಪ್, ಸ್ಥಳ: ಚಾಮುಂಡಿ ವಿಹಾರ, ಬೆಳಿಗ್ಗೆ 9.30ಕ್ಕೆ.: [998, 1424, 1475, 1438]
obit-body-2: ಮೈಸೂರು, ಸೆ.17– ನಗರದ ಕೆ.ಸಿ.ಲೇಔಟ್ ನಿವಾಸಿ, ನಿವೃತ್ತ ಎಇಇ ಪಿ.ಕೆ.ಗೋಪಾಲಗೌಡ (84) ಶನಿವಾರ ನಿಧನರಾದರು. ಮೃತರು ಪತ್ನಿ, ಇಬ್ಬರು ಪುತ್ರರು ಸೇರಿದಂತೆ ಅಪಾರ ಬಂಧು-ಬಳಗವನ್ನು ಅಗಲಿದ್ದಾರೆ.: [86, 2050, 355, 2099]
kicker: ಮಾತಿಗೆ ತಪ್ಪಿದ ಸಿಎಂ: ಮಂಡ್ಯದಲ್ಲಿ ನಾಳೆ ರೈತರ ಬೃಹತ್ ಸಮಾವೇಶ: [113, 139, 427, 193]
event-title: ಸದ್ಗುರು ಮೆಡಿಕಲ್ಸ್ :: [497, 1508, 580, 1522]
event-detail: ವಿಷ್ಣುವರ್ಧನ್ ಅವರ 72ನೇ ಹುಟ್ಟುಹಬ್ಬದ ಪ್ರಯುಕ್ತ ಕಾರ್ಯಕ್ರಮ, ಸ್ಥಳ: ಅಗ್ರಹಾರ, ಬೆಳಿಗ್ಗೆ 11ಕ್ಕೆ.: [604, 1446, 988, 1461]
event-title: ವಿಶ್ವ ಜಾಗೃತಿ ವೇದಿಕೆ :: [1013, 1345, 1103, 1359]
event-detail: ಸಂಗೀತ ಕಾರ್ಯಕ್ರಮ, ಸ್ಥಳ: ವೀಣೆ ಶೇಷಣ್ಣ ಭವನ, ಕುವೆಂಪುನಗರ, ಸಂಜೆ 6 ಕ್ಕೆ.: [553, 1467, 863, 1481]
photo-figure: [1004, 346, 1062, 535]
shirt-shape: [93, 2261, 167, 2296]
event-title: ಕರ್ನಾಟಕ ರಾಜ್ಯ ಸರ್ಕಾರಿ ನೌಕರರ ಸಹಕಾರ ಸಂಘ :: [1019, 1596, 1220, 1611]
events-col-b: [998, 1264, 1476, 1798]
event-item: ■ ಶ್ರೀ ಮಾರುತಿ ಸೌಹಾರ್ದ ಪತ್ತಿನ ಸಹಕಾರ ಸಂಘ : ವಾರ್ಷಿಕ ಮಹಾಸಭೆ, ಸ್ಥಳ: ಸಂಘದ ಕಚೇರಿ, ಬೆಳಿಗ್ಗೆ 10.30ಕ್ಕೆ.: [1004, 1576, 1459, 1590]
event-title: ಶ್ರೀ ನಾಮಸ್ಮರಣ ಸಂಗೀತ ಸಭಾ :: [497, 1345, 625, 1359]
palace-dome: [925, 953, 976, 996]
event-title: ಶ್ರೀ ಗುರುರಾಘವೇಂದ್ರ ಸಹಕಾರ ಬ್ಯಾಂಕ್ :: [1019, 1655, 1181, 1670]
event-item: ■ ಪ್ರಜ್ವಲ ಆಯುರ್ವೇದ ಪ್ರತಿಷ್ಠಾನ : ಆರೋಗ್ಯ ತಪಾಸಣೆ ಶಿಬಿರ, ಸ್ಥಳ: ಶ್ರೀರಂಗ ಆಯುರ್ವೇದ ಚಿಕಿತ್ಸಾ ಮಂದಿರ, ಬೆಳಿಗ್ಗೆ 10 ರಿಂದ.: [998, 1365, 1477, 1398]
auto-para: ಮೈಸೂರು, ಸೆ.17– ಚಾಮರಾಜ ಕ್ಷೇತ್ರದ ವಾರ್ಡ್ ನಂ 20 ಮತ್ತು 6ರ ಆಟೋ ನಿಲ್ದಾಣಗಳ ನಿರ್ಮಾಣ ಕಾಮಗಾರಿಗೆ ಶಾಸಕ ಎಲ್.ನಾಗೇಂದ್ರ ಗುದ್ದಲಿ ಪೂಜೆ ನೆರವೇರಿಸಿದರು. ಆಟೋ ಚಾಲಕರ ಅನುಕೂಲಕ್ಕಾಗಿ ಮೇಲ್ಛಾವಣಿ ನಿರ್ಮಾಣ ಮಾಡಲಾಗುತ್ತಿದ್ದು, ಸ್ಥಳೀಯ ಮುಖಂಡರು, ಆಟೋ ಚಾಲಕರು ಹಾಗೂ ನಗರಪಾಲಿಕೆ ಸದಸ್ಯರು ಈ ಸಂದರ್ಭದಲ್ಲಿ ಉಪಸ್ಥಿತರಿದ್ದರು.: [86, 1401, 454, 1492]
swachh-col-1: [473, 214, 669, 502]
radio-dial: [1431, 887, 1468, 909]
radio-icon: [1356, 873, 1476, 960]
photo-person: [195, 412, 260, 528]
event-detail: ಜಾನಪದ ಉತ್ಸವ, ಸ್ಥಳ: ಕುಪ್ಪಣ್ಣ ಪಾರ್ಕ್, ಸಂಜೆ 6ಕ್ಕೆ.: [1127, 1465, 1337, 1479]
event-title: ರಾಮ್‌ಸನ್ಸ್ ಕಲಾ ಪ್ರತಿಷ್ಠಾನ :: [497, 1304, 613, 1318]
event-item: ■ ಶ್ರೀ ಗುರುರಾಘವೇಂದ್ರ ಸಹಕಾರ ಬ್ಯಾಂಕ್ : ವಾರ್ಷಿಕ ಮಹಾಸಭೆ, ಸ್ಥಳ: ಬ್ಯಾಂಕ್ ಆವರಣ, ಬೆಳಿಗ್ಗೆ 11ಕ್ಕೆ.: [1004, 1655, 1420, 1670]
event-item: ■ ರಂಗಾಯಣ : ನಾಟಕ ಪ್ರದರ್ಶನ, ಸ್ಥಳ: ಭೂಮಿಗೀತ, ಸಂಜೆ 6.30ಕ್ಕೆ.: [481, 1365, 768, 1380]
face-shape: [108, 1913, 153, 1970]
event-detail: ಉಚಿತ ಆರೋಗ್ಯ ಶಿಬಿರ, ಸ್ಥಳ: ಹೆಬ್ಬಾಳ, ಬೆಳಿಗ್ಗೆ 9 ರಿಂದ ಮಧ್ಯಾಹ್ನ 1ರವರೆಗೆ.: [583, 1508, 887, 1522]
